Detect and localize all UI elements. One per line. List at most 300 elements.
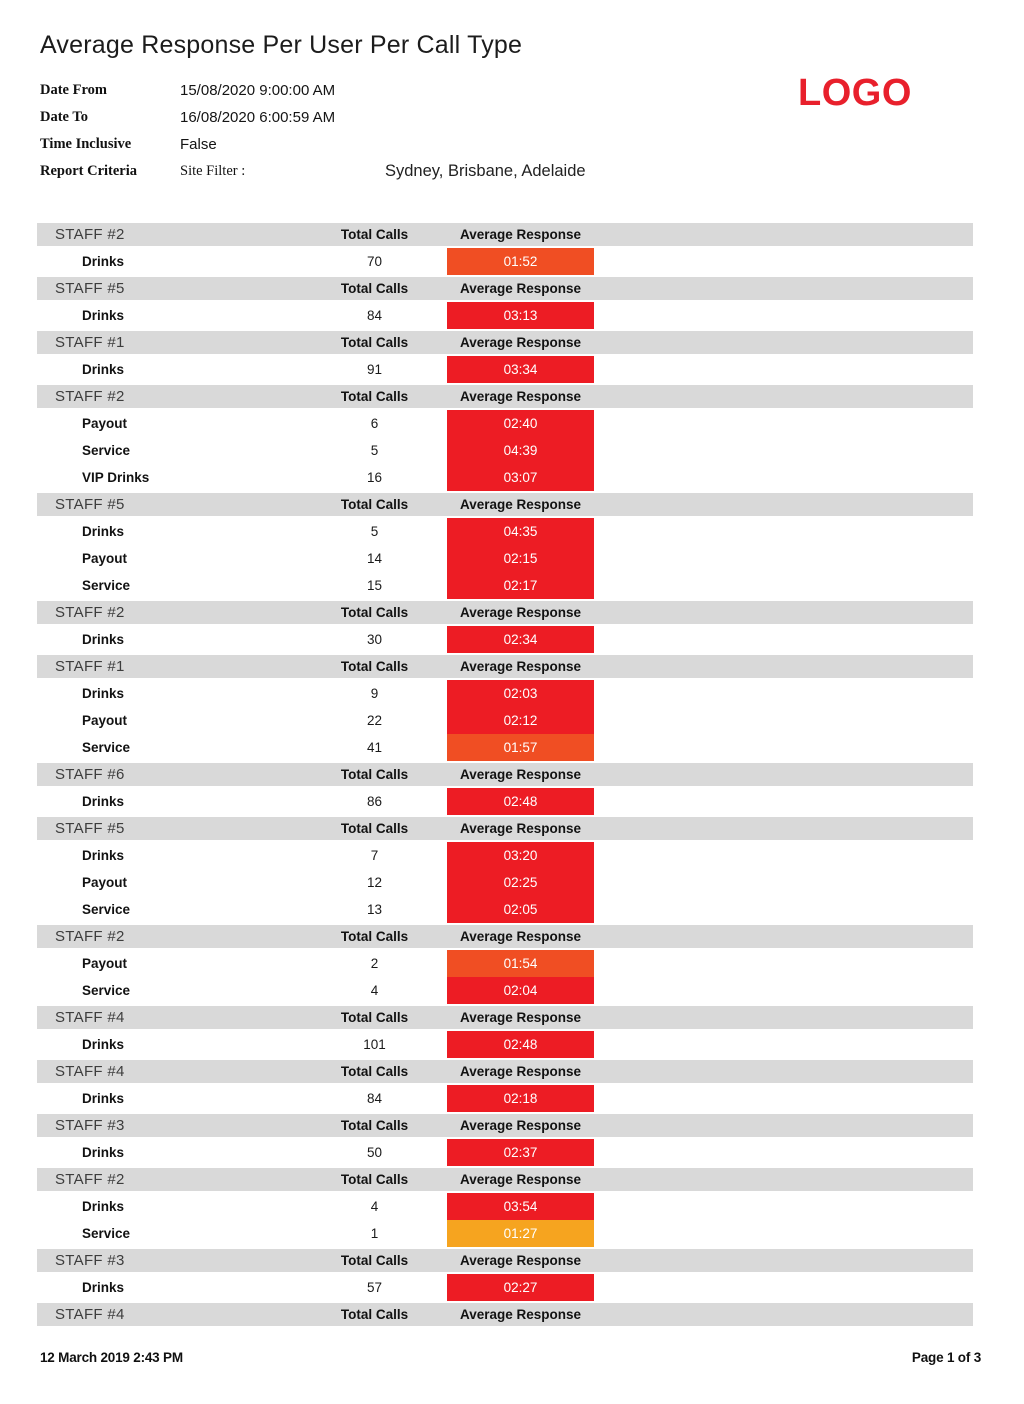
time-inclusive-value: False bbox=[180, 136, 217, 153]
total-calls-cell bbox=[302, 977, 447, 1004]
filler-cell bbox=[594, 302, 973, 329]
staff-name: STAFF #3 bbox=[55, 1252, 125, 1269]
average-response-header-cell bbox=[447, 655, 594, 678]
call-type-label: Drinks bbox=[82, 848, 125, 863]
staff-group-header-row bbox=[37, 1166, 973, 1193]
average-response-cell bbox=[447, 1220, 594, 1247]
staff-name-cell bbox=[37, 277, 302, 300]
filler-cell bbox=[594, 331, 973, 354]
call-type-cell bbox=[37, 410, 302, 437]
staff-name-cell bbox=[37, 1114, 302, 1137]
average-response-header-cell bbox=[447, 1006, 594, 1029]
total-calls-header-cell bbox=[302, 223, 447, 246]
staff-group-header-row bbox=[37, 815, 973, 842]
average-response-header-cell bbox=[447, 817, 594, 840]
staff-name: STAFF #4 bbox=[55, 1306, 125, 1323]
staff-group-header-row bbox=[37, 383, 973, 410]
staff-group-header-row bbox=[37, 221, 973, 248]
total-calls-cell bbox=[302, 302, 447, 329]
filler-cell bbox=[594, 655, 973, 678]
total-calls-header-cell bbox=[302, 1303, 447, 1326]
total-calls-header-cell bbox=[302, 601, 447, 624]
total-calls-header: Total Calls bbox=[340, 1010, 409, 1025]
total-calls-cell bbox=[302, 1085, 447, 1112]
call-type-cell bbox=[37, 842, 302, 869]
average-response-badge: 02:48 bbox=[447, 788, 594, 815]
staff-name: STAFF #2 bbox=[55, 226, 125, 243]
total-calls-header: Total Calls bbox=[340, 1307, 409, 1322]
total-calls-cell bbox=[302, 869, 447, 896]
filler-cell bbox=[594, 1060, 973, 1083]
call-type-row bbox=[37, 410, 973, 437]
report-criteria-label: Report Criteria bbox=[40, 163, 138, 179]
average-response-cell bbox=[447, 572, 594, 599]
total-calls-value: 91 bbox=[366, 362, 383, 377]
average-response-header: Average Response bbox=[459, 1064, 582, 1079]
call-type-label: Payout bbox=[82, 875, 128, 890]
call-type-label: Payout bbox=[82, 416, 128, 431]
call-type-row bbox=[37, 977, 973, 1004]
filler-cell bbox=[594, 223, 973, 246]
average-response-badge: 02:34 bbox=[447, 626, 594, 653]
meta-row-report-criteria bbox=[40, 158, 940, 185]
staff-group-header-row bbox=[37, 329, 973, 356]
filler-cell bbox=[594, 817, 973, 840]
average-response-cell bbox=[447, 707, 594, 734]
total-calls-value: 5 bbox=[370, 524, 379, 539]
total-calls-value: 7 bbox=[370, 848, 379, 863]
filler-cell bbox=[594, 493, 973, 516]
call-type-row bbox=[37, 356, 973, 383]
call-type-row bbox=[37, 842, 973, 869]
filler-cell bbox=[594, 788, 973, 815]
time-inclusive-label: Time Inclusive bbox=[40, 136, 132, 152]
total-calls-value: 12 bbox=[366, 875, 383, 890]
call-type-label: Payout bbox=[82, 551, 128, 566]
call-type-label: Drinks bbox=[82, 686, 125, 701]
average-response-badge: 04:39 bbox=[447, 437, 594, 464]
call-type-cell bbox=[37, 572, 302, 599]
average-response-header: Average Response bbox=[459, 1307, 582, 1322]
staff-group-header-row bbox=[37, 1058, 973, 1085]
total-calls-header: Total Calls bbox=[340, 605, 409, 620]
staff-group-header-row bbox=[37, 1301, 973, 1328]
total-calls-header-cell bbox=[302, 763, 447, 786]
staff-name: STAFF #5 bbox=[55, 280, 125, 297]
total-calls-header-cell bbox=[302, 1249, 447, 1272]
total-calls-value: 5 bbox=[370, 443, 379, 458]
average-response-badge: 01:52 bbox=[447, 248, 594, 275]
call-type-label: Drinks bbox=[82, 254, 125, 269]
filler-cell bbox=[594, 896, 973, 923]
call-type-row bbox=[37, 707, 973, 734]
average-response-cell bbox=[447, 626, 594, 653]
average-response-badge: 04:35 bbox=[447, 518, 594, 545]
total-calls-header: Total Calls bbox=[340, 767, 409, 782]
total-calls-cell bbox=[302, 410, 447, 437]
call-type-cell bbox=[37, 680, 302, 707]
call-type-label: Service bbox=[82, 443, 131, 458]
report-table bbox=[37, 221, 973, 1328]
date-to-value: 16/08/2020 6:00:59 AM bbox=[180, 109, 336, 126]
total-calls-cell bbox=[302, 518, 447, 545]
staff-name: STAFF #2 bbox=[55, 1171, 125, 1188]
total-calls-value: 16 bbox=[366, 470, 383, 485]
total-calls-cell bbox=[302, 1220, 447, 1247]
average-response-header-cell bbox=[447, 493, 594, 516]
average-response-badge: 02:05 bbox=[447, 896, 594, 923]
page-title: Average Response Per User Per Call Type bbox=[40, 31, 523, 59]
filler-cell bbox=[594, 248, 973, 275]
total-calls-header-cell bbox=[302, 493, 447, 516]
staff-name-cell bbox=[37, 223, 302, 246]
total-calls-value: 4 bbox=[370, 983, 379, 998]
call-type-cell bbox=[37, 734, 302, 761]
call-type-cell bbox=[37, 788, 302, 815]
total-calls-header: Total Calls bbox=[340, 659, 409, 674]
average-response-cell bbox=[447, 464, 594, 491]
total-calls-value: 84 bbox=[366, 308, 383, 323]
filler-cell bbox=[594, 1006, 973, 1029]
call-type-row bbox=[37, 302, 973, 329]
total-calls-header: Total Calls bbox=[340, 227, 409, 242]
call-type-cell bbox=[37, 1220, 302, 1247]
average-response-header-cell bbox=[447, 1114, 594, 1137]
filler-cell bbox=[594, 572, 973, 599]
staff-group-header-row bbox=[37, 761, 973, 788]
filler-cell bbox=[594, 356, 973, 383]
filler-cell bbox=[594, 1168, 973, 1191]
staff-group-header-row bbox=[37, 1112, 973, 1139]
staff-name-cell bbox=[37, 1303, 302, 1326]
filler-cell bbox=[594, 1249, 973, 1272]
total-calls-header: Total Calls bbox=[340, 929, 409, 944]
total-calls-cell bbox=[302, 734, 447, 761]
total-calls-header: Total Calls bbox=[340, 1118, 409, 1133]
total-calls-header-cell bbox=[302, 817, 447, 840]
average-response-cell bbox=[447, 788, 594, 815]
staff-group-header-row bbox=[37, 599, 973, 626]
call-type-row bbox=[37, 248, 973, 275]
staff-name-cell bbox=[37, 601, 302, 624]
staff-name-cell bbox=[37, 1168, 302, 1191]
average-response-header: Average Response bbox=[459, 659, 582, 674]
average-response-cell bbox=[447, 248, 594, 275]
average-response-cell bbox=[447, 869, 594, 896]
average-response-badge: 02:17 bbox=[447, 572, 594, 599]
call-type-label: Payout bbox=[82, 713, 128, 728]
meta-row-time-inclusive bbox=[40, 131, 940, 158]
call-type-label: Service bbox=[82, 1226, 131, 1241]
total-calls-header: Total Calls bbox=[340, 1064, 409, 1079]
staff-name: STAFF #2 bbox=[55, 604, 125, 621]
staff-name-cell bbox=[37, 817, 302, 840]
total-calls-cell bbox=[302, 680, 447, 707]
staff-name-cell bbox=[37, 1006, 302, 1029]
average-response-cell bbox=[447, 356, 594, 383]
average-response-badge: 03:07 bbox=[447, 464, 594, 491]
total-calls-header: Total Calls bbox=[340, 281, 409, 296]
average-response-badge: 03:34 bbox=[447, 356, 594, 383]
call-type-row bbox=[37, 788, 973, 815]
date-from-value: 15/08/2020 9:00:00 AM bbox=[180, 82, 336, 99]
call-type-row bbox=[37, 545, 973, 572]
total-calls-value: 30 bbox=[366, 632, 383, 647]
filler-cell bbox=[594, 1085, 973, 1112]
staff-name: STAFF #2 bbox=[55, 928, 125, 945]
staff-name-cell bbox=[37, 1060, 302, 1083]
filler-cell bbox=[594, 277, 973, 300]
call-type-row bbox=[37, 1139, 973, 1166]
average-response-cell bbox=[447, 1274, 594, 1301]
call-type-cell bbox=[37, 1274, 302, 1301]
filler-cell bbox=[594, 1220, 973, 1247]
average-response-cell bbox=[447, 680, 594, 707]
average-response-header: Average Response bbox=[459, 497, 582, 512]
filler-cell bbox=[594, 1031, 973, 1058]
site-filter-label: Site Filter : bbox=[180, 163, 246, 179]
call-type-label: Service bbox=[82, 740, 131, 755]
average-response-cell bbox=[447, 302, 594, 329]
staff-group-header-row bbox=[37, 653, 973, 680]
total-calls-cell bbox=[302, 1274, 447, 1301]
average-response-badge: 01:57 bbox=[447, 734, 594, 761]
average-response-cell bbox=[447, 1085, 594, 1112]
call-type-label: Drinks bbox=[82, 1091, 125, 1106]
call-type-cell bbox=[37, 1139, 302, 1166]
total-calls-value: 50 bbox=[366, 1145, 383, 1160]
call-type-row bbox=[37, 1085, 973, 1112]
total-calls-value: 9 bbox=[370, 686, 379, 701]
total-calls-cell bbox=[302, 896, 447, 923]
average-response-badge: 02:18 bbox=[447, 1085, 594, 1112]
total-calls-value: 15 bbox=[366, 578, 383, 593]
average-response-cell bbox=[447, 734, 594, 761]
filler-cell bbox=[594, 925, 973, 948]
total-calls-value: 101 bbox=[363, 1037, 386, 1052]
page-footer bbox=[40, 1350, 981, 1365]
total-calls-value: 70 bbox=[366, 254, 383, 269]
call-type-cell bbox=[37, 1031, 302, 1058]
total-calls-cell bbox=[302, 707, 447, 734]
meta-row-date-to bbox=[40, 104, 940, 131]
call-type-cell bbox=[37, 869, 302, 896]
call-type-label: Drinks bbox=[82, 308, 125, 323]
average-response-header-cell bbox=[447, 925, 594, 948]
call-type-row bbox=[37, 437, 973, 464]
filler-cell bbox=[594, 385, 973, 408]
average-response-header: Average Response bbox=[459, 335, 582, 350]
staff-name-cell bbox=[37, 763, 302, 786]
average-response-header: Average Response bbox=[459, 929, 582, 944]
average-response-cell bbox=[447, 1031, 594, 1058]
filler-cell bbox=[594, 977, 973, 1004]
staff-name: STAFF #5 bbox=[55, 820, 125, 837]
average-response-badge: 02:48 bbox=[447, 1031, 594, 1058]
total-calls-header-cell bbox=[302, 1006, 447, 1029]
staff-name: STAFF #3 bbox=[55, 1117, 125, 1134]
staff-name-cell bbox=[37, 925, 302, 948]
total-calls-cell bbox=[302, 1031, 447, 1058]
total-calls-header: Total Calls bbox=[340, 821, 409, 836]
call-type-label: Drinks bbox=[82, 1199, 125, 1214]
filler-cell bbox=[594, 601, 973, 624]
generated-timestamp: 12 March 2019 2:43 PM bbox=[40, 1350, 183, 1365]
total-calls-header: Total Calls bbox=[340, 497, 409, 512]
call-type-label: Drinks bbox=[82, 632, 125, 647]
total-calls-cell bbox=[302, 572, 447, 599]
total-calls-cell bbox=[302, 842, 447, 869]
staff-name: STAFF #6 bbox=[55, 766, 125, 783]
average-response-header: Average Response bbox=[459, 1010, 582, 1025]
average-response-header: Average Response bbox=[459, 1253, 582, 1268]
report-metadata bbox=[40, 77, 940, 185]
staff-name-cell bbox=[37, 1249, 302, 1272]
total-calls-header-cell bbox=[302, 1060, 447, 1083]
call-type-row bbox=[37, 734, 973, 761]
call-type-label: Drinks bbox=[82, 1280, 125, 1295]
average-response-cell bbox=[447, 977, 594, 1004]
average-response-badge: 01:54 bbox=[447, 950, 594, 977]
staff-name-cell bbox=[37, 655, 302, 678]
filler-cell bbox=[594, 1274, 973, 1301]
company-logo: LOGO bbox=[798, 72, 912, 114]
staff-name-cell bbox=[37, 385, 302, 408]
call-type-label: Drinks bbox=[82, 794, 125, 809]
total-calls-value: 22 bbox=[366, 713, 383, 728]
total-calls-cell bbox=[302, 626, 447, 653]
total-calls-value: 2 bbox=[370, 956, 379, 971]
average-response-badge: 02:25 bbox=[447, 869, 594, 896]
total-calls-value: 86 bbox=[366, 794, 383, 809]
call-type-cell bbox=[37, 707, 302, 734]
call-type-row bbox=[37, 464, 973, 491]
average-response-header: Average Response bbox=[459, 389, 582, 404]
total-calls-header-cell bbox=[302, 385, 447, 408]
call-type-cell bbox=[37, 1193, 302, 1220]
average-response-header-cell bbox=[447, 223, 594, 246]
staff-name: STAFF #4 bbox=[55, 1009, 125, 1026]
staff-name: STAFF #5 bbox=[55, 496, 125, 513]
average-response-cell bbox=[447, 437, 594, 464]
date-from-label: Date From bbox=[40, 82, 107, 98]
average-response-badge: 02:15 bbox=[447, 545, 594, 572]
filler-cell bbox=[594, 950, 973, 977]
average-response-badge: 02:27 bbox=[447, 1274, 594, 1301]
average-response-header-cell bbox=[447, 1060, 594, 1083]
total-calls-header-cell bbox=[302, 1114, 447, 1137]
average-response-header-cell bbox=[447, 601, 594, 624]
total-calls-cell bbox=[302, 950, 447, 977]
call-type-row bbox=[37, 950, 973, 977]
total-calls-cell bbox=[302, 356, 447, 383]
call-type-label: Service bbox=[82, 902, 131, 917]
total-calls-value: 14 bbox=[366, 551, 383, 566]
call-type-cell bbox=[37, 950, 302, 977]
average-response-header: Average Response bbox=[459, 605, 582, 620]
total-calls-header-cell bbox=[302, 1168, 447, 1191]
total-calls-cell bbox=[302, 437, 447, 464]
filler-cell bbox=[594, 626, 973, 653]
date-to-label: Date To bbox=[40, 109, 88, 125]
filler-cell bbox=[594, 1303, 973, 1326]
total-calls-value: 1 bbox=[370, 1226, 379, 1241]
filler-cell bbox=[594, 842, 973, 869]
total-calls-value: 13 bbox=[366, 902, 383, 917]
call-type-cell bbox=[37, 545, 302, 572]
total-calls-value: 41 bbox=[366, 740, 383, 755]
average-response-badge: 03:54 bbox=[447, 1193, 594, 1220]
call-type-row bbox=[37, 1031, 973, 1058]
filler-cell bbox=[594, 869, 973, 896]
average-response-header: Average Response bbox=[459, 767, 582, 782]
average-response-badge: 02:12 bbox=[447, 707, 594, 734]
total-calls-cell bbox=[302, 464, 447, 491]
staff-name: STAFF #4 bbox=[55, 1063, 125, 1080]
average-response-badge: 03:20 bbox=[447, 842, 594, 869]
total-calls-header: Total Calls bbox=[340, 1253, 409, 1268]
total-calls-value: 4 bbox=[370, 1199, 379, 1214]
call-type-row bbox=[37, 626, 973, 653]
total-calls-cell bbox=[302, 248, 447, 275]
average-response-header: Average Response bbox=[459, 1118, 582, 1133]
total-calls-cell bbox=[302, 1139, 447, 1166]
call-type-label: VIP Drinks bbox=[82, 470, 150, 485]
average-response-badge: 02:40 bbox=[447, 410, 594, 437]
call-type-label: Drinks bbox=[82, 1037, 125, 1052]
call-type-label: Service bbox=[82, 578, 131, 593]
staff-name: STAFF #1 bbox=[55, 658, 125, 675]
call-type-cell bbox=[37, 356, 302, 383]
staff-group-header-row bbox=[37, 923, 973, 950]
average-response-cell bbox=[447, 545, 594, 572]
filler-cell bbox=[594, 1193, 973, 1220]
staff-group-header-row bbox=[37, 491, 973, 518]
filler-cell bbox=[594, 437, 973, 464]
staff-name-cell bbox=[37, 493, 302, 516]
staff-group-header-row bbox=[37, 1247, 973, 1274]
call-type-cell bbox=[37, 626, 302, 653]
average-response-header: Average Response bbox=[459, 227, 582, 242]
call-type-label: Service bbox=[82, 983, 131, 998]
filler-cell bbox=[594, 1114, 973, 1137]
average-response-cell bbox=[447, 896, 594, 923]
total-calls-header: Total Calls bbox=[340, 389, 409, 404]
total-calls-value: 84 bbox=[366, 1091, 383, 1106]
call-type-cell bbox=[37, 518, 302, 545]
call-type-label: Payout bbox=[82, 956, 128, 971]
total-calls-header-cell bbox=[302, 277, 447, 300]
call-type-cell bbox=[37, 302, 302, 329]
call-type-label: Drinks bbox=[82, 1145, 125, 1160]
average-response-header-cell bbox=[447, 1303, 594, 1326]
call-type-row bbox=[37, 896, 973, 923]
average-response-header-cell bbox=[447, 331, 594, 354]
call-type-row bbox=[37, 572, 973, 599]
filler-cell bbox=[594, 518, 973, 545]
call-type-cell bbox=[37, 1085, 302, 1112]
average-response-badge: 03:13 bbox=[447, 302, 594, 329]
call-type-row bbox=[37, 1193, 973, 1220]
call-type-cell bbox=[37, 437, 302, 464]
total-calls-cell bbox=[302, 545, 447, 572]
call-type-row bbox=[37, 1274, 973, 1301]
page-number: Page 1 of 3 bbox=[911, 1350, 981, 1365]
staff-group-header-row bbox=[37, 275, 973, 302]
filler-cell bbox=[594, 464, 973, 491]
staff-name: STAFF #1 bbox=[55, 334, 125, 351]
filler-cell bbox=[594, 410, 973, 437]
